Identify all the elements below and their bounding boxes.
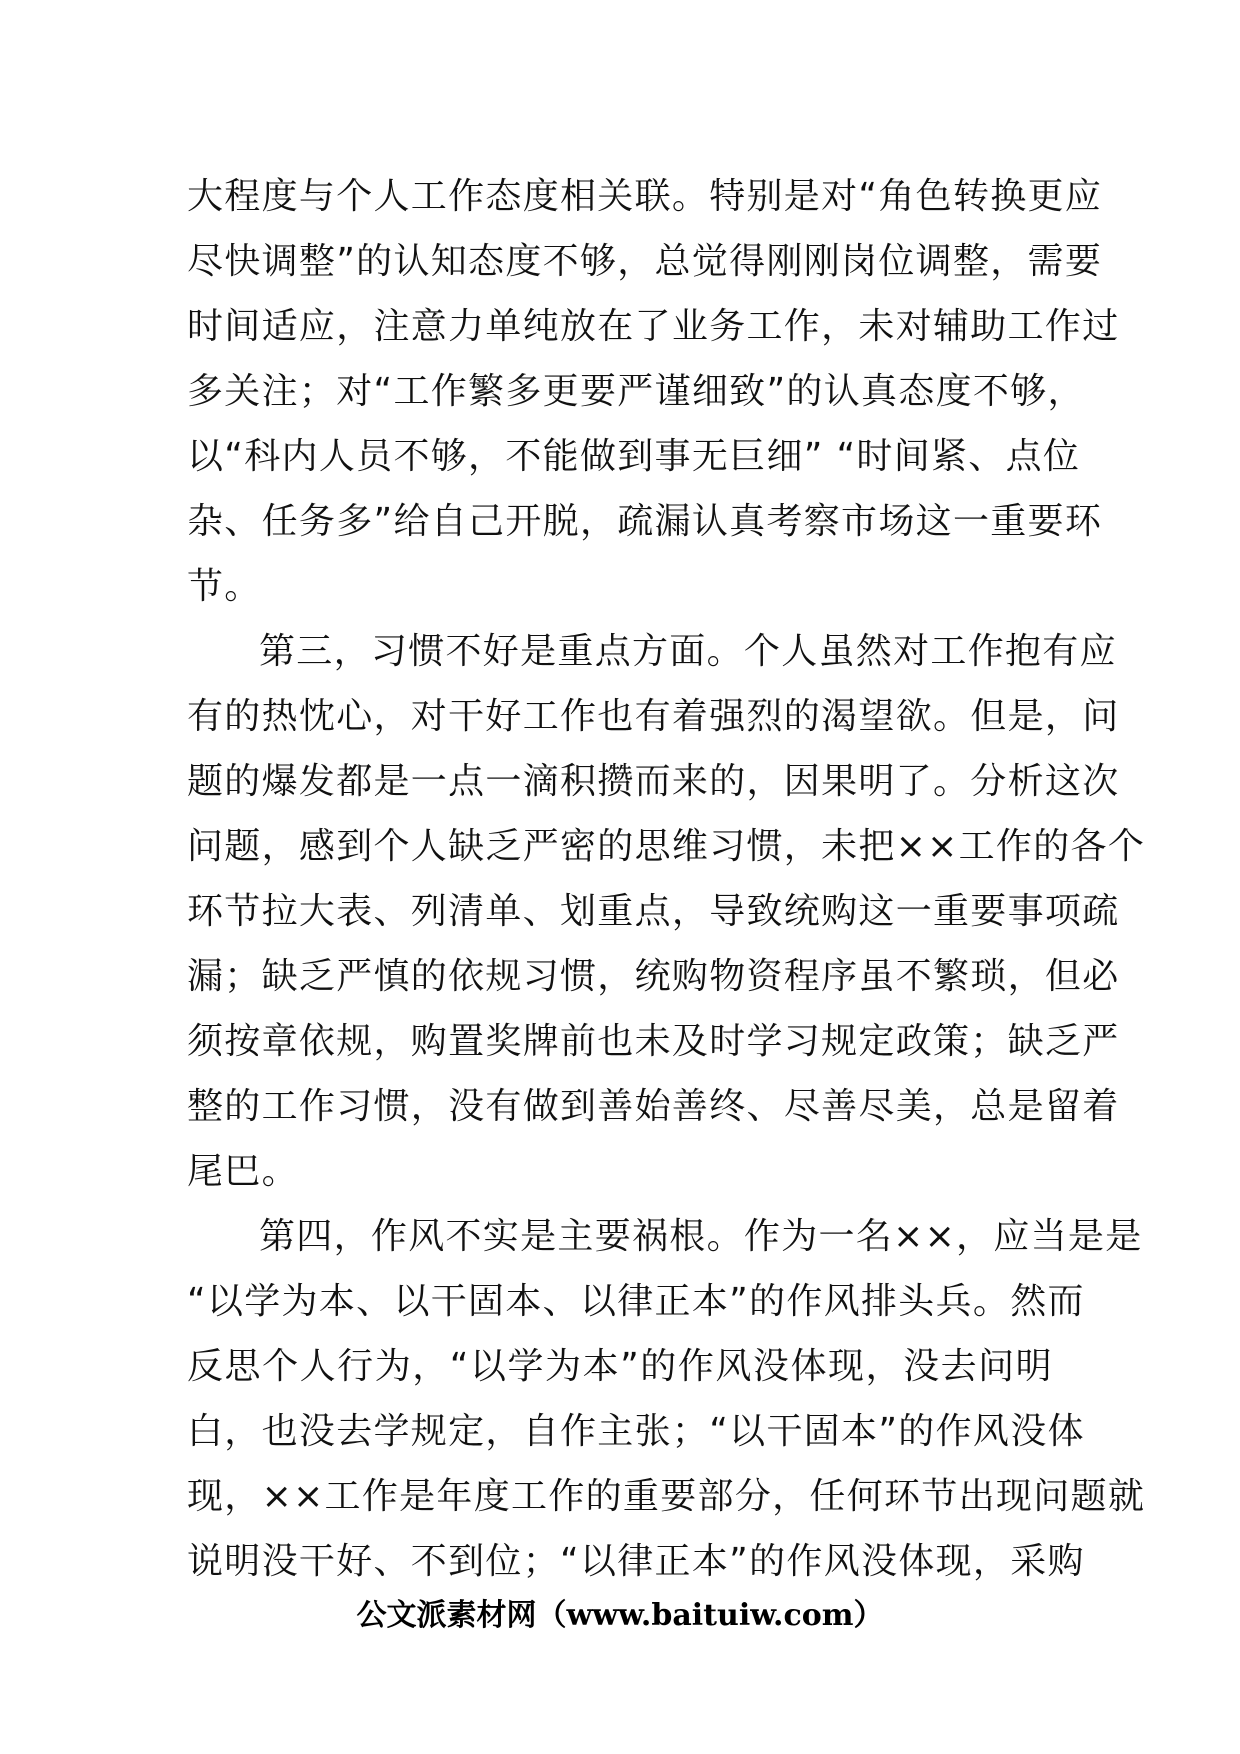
text-line: 尽快调整”的认知态度不够，总觉得刚刚岗位调整，需要: [187, 241, 1103, 282]
text-line: “以学为本、以干固本、以律正本”的作风排头兵。然而: [187, 1281, 1085, 1322]
text-line: 节。: [187, 566, 262, 607]
footer-source-line: 公文派素材网（www.baituiw.com）: [356, 1598, 884, 1633]
text-line: 以“科内人员不够，不能做到事无巨细” “时间紧、点位: [187, 436, 1081, 477]
text-line: 整的工作习惯，没有做到善始善终、尽善尽美，总是留着: [187, 1086, 1120, 1127]
text-line: 现，××工作是年度工作的重要部分，任何环节出现问题就: [187, 1476, 1146, 1517]
text-line: 须按章依规，购置奖牌前也未及时学习规定政策；缺乏严: [187, 1021, 1120, 1062]
text-line-indented: 第三，习惯不好是重点方面。个人虽然对工作抱有应: [259, 631, 1117, 672]
text-line: 多关注；对“工作繁多更要严谨细致”的认真态度不够，: [187, 371, 1085, 412]
text-line: 杂、任务多”给自己开脱，疏漏认真考察市场这一重要环: [187, 501, 1103, 542]
text-line: 题的爆发都是一点一滴积攒而来的，因果明了。分析这次: [187, 761, 1120, 802]
paragraph-2: [187, 619, 1146, 1204]
text-line: 环节拉大表、列清单、划重点，导致统购这一重要事项疏: [187, 891, 1120, 932]
text-line: 白，也没去学规定，自作主张；“以干固本”的作风没体: [187, 1411, 1085, 1452]
paragraph-1: [187, 164, 1120, 619]
paragraph-3: [187, 1204, 1146, 1594]
text-line: 漏；缺乏严慎的依规习惯，统购物资程序虽不繁琐，但必: [187, 956, 1120, 997]
text-line: 问题，感到个人缺乏严密的思维习惯，未把××工作的各个: [187, 826, 1146, 867]
text-line: 尾巴。: [187, 1151, 299, 1192]
text-line: 时间适应，注意力单纯放在了业务工作，未对辅助工作过: [187, 306, 1120, 347]
text-line: 大程度与个人工作态度相关联。特别是对“角色转换更应: [187, 176, 1103, 217]
document-body: [187, 164, 1146, 1594]
text-line: 说明没干好、不到位；“以律正本”的作风没体现，采购: [187, 1541, 1085, 1582]
text-line: 反思个人行为，“以学为本”的作风没体现，没去问明: [187, 1346, 1053, 1387]
text-line: 有的热忱心，对干好工作也有着强烈的渴望欲。但是，问: [187, 696, 1120, 737]
text-line-indented: 第四，作风不实是主要祸根。作为一名××，应当是是: [259, 1216, 1143, 1257]
